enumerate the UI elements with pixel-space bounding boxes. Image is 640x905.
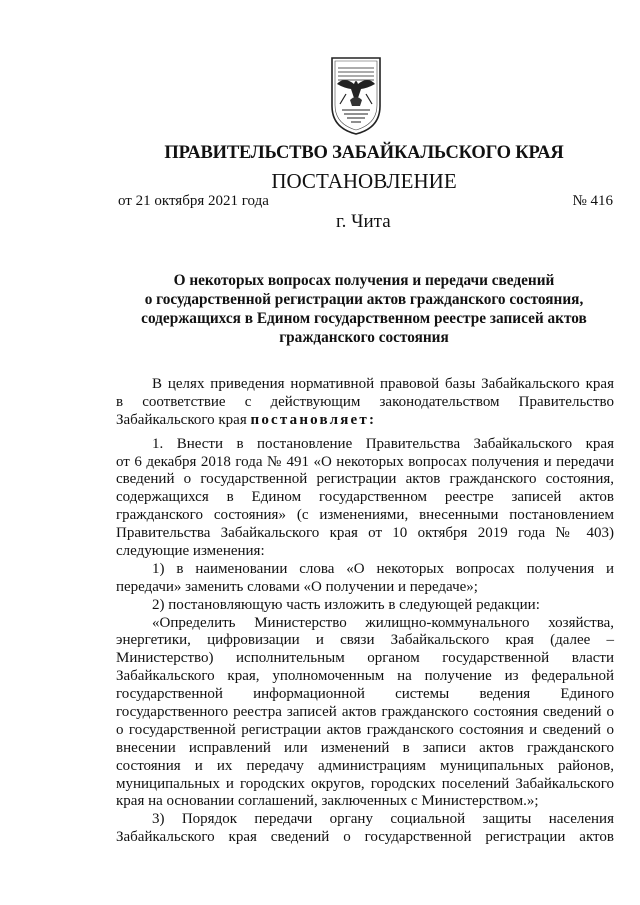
body-line: государственного реестра записей актов гражданского состояния сведений о: [116, 704, 614, 721]
subject-line: гражданского состояния: [279, 329, 449, 346]
body-line: Министерство) исполнительным органом государственной власти: [116, 650, 614, 667]
body-line: «Определить Министерство жилищно-коммунального хозяйства,: [152, 614, 614, 631]
document-date: от 21 октября 2021 года: [118, 193, 269, 209]
body-line: [116, 412, 614, 430]
body-line: муниципальных и городских округов, городских поселений Забайкальского: [116, 775, 614, 792]
body-line: Правительства Забайкальского края от 10 октября 2019 года № 403): [116, 525, 614, 542]
body-line: содержащихся в Едином государственном реестре записей актов: [116, 489, 614, 506]
body-line: энергетики, цифровизации и связи Забайкальского края (далее –: [116, 632, 614, 649]
body-line: 2) постановляющую часть изложить в следующей редакции:: [152, 596, 540, 613]
subject-line: о государственной регистрации актов гражданского состояния,: [144, 291, 584, 308]
body-line: о государственной регистрации актов гражданского состояния и сведений о: [116, 721, 614, 738]
document-number: № 416: [572, 193, 613, 209]
body-line: в соответствие с действующим законодательством Правительство: [116, 393, 614, 410]
body-line: внесении исправлений или изменений в записи актов гражданского: [116, 739, 614, 756]
government-title: ПРАВИТЕЛЬСТВО ЗАБАЙКАЛЬСКОГО КРАЯ: [164, 143, 564, 163]
body-line-text: Забайкальского края: [116, 411, 247, 428]
document-body: [116, 376, 614, 847]
body-line: следующие изменения:: [116, 543, 265, 560]
coat-of-arms-emblem: [328, 54, 384, 136]
body-line: Забайкальского края, уполномоченным на получение из федеральной: [116, 668, 614, 685]
body-line: передачи» заменить словами «О получении и передаче»;: [116, 578, 478, 595]
body-line: состояния и их передачу администрациям муниципальных районов,: [116, 757, 614, 774]
subject-line: содержащихся в Едином государственном реестре записей актов: [141, 310, 587, 327]
body-line: края на основании соглашений, заключенных с Министерством.»;: [116, 793, 539, 810]
document-type: ПОСТАНОВЛЕНИЕ: [271, 169, 457, 193]
subject-line: О некоторых вопросах получения и передачи сведений: [173, 272, 555, 289]
body-line: сведений о государственной регистрации актов гражданского состояния,: [116, 471, 614, 488]
body-line: В целях приведения нормативной правовой базы Забайкальского края: [152, 376, 614, 392]
body-line: 3) Порядок передачи органу социальной защиты населения: [152, 811, 614, 828]
document-subject: [114, 271, 614, 347]
body-line: государственной информационной системы ведения Единого: [116, 686, 614, 703]
body-line: Забайкальского края сведений о государственной регистрации актов: [116, 829, 614, 846]
body-line: 1. Внести в постановление Правительства Забайкальского края: [152, 435, 614, 452]
resolve-colon: :: [368, 411, 374, 428]
body-line: 1) в наименовании слова «О некоторых вопросах получения и: [152, 560, 614, 577]
body-line: гражданского состояния» (с изменениями, внесенными постановлением: [116, 507, 614, 524]
body-line: от 6 декабря 2018 года № 491 «О некоторых вопросах получения и передачи: [116, 453, 614, 470]
resolve-keyword: постановляет: [250, 411, 369, 428]
document-city: г. Чита: [336, 211, 391, 232]
